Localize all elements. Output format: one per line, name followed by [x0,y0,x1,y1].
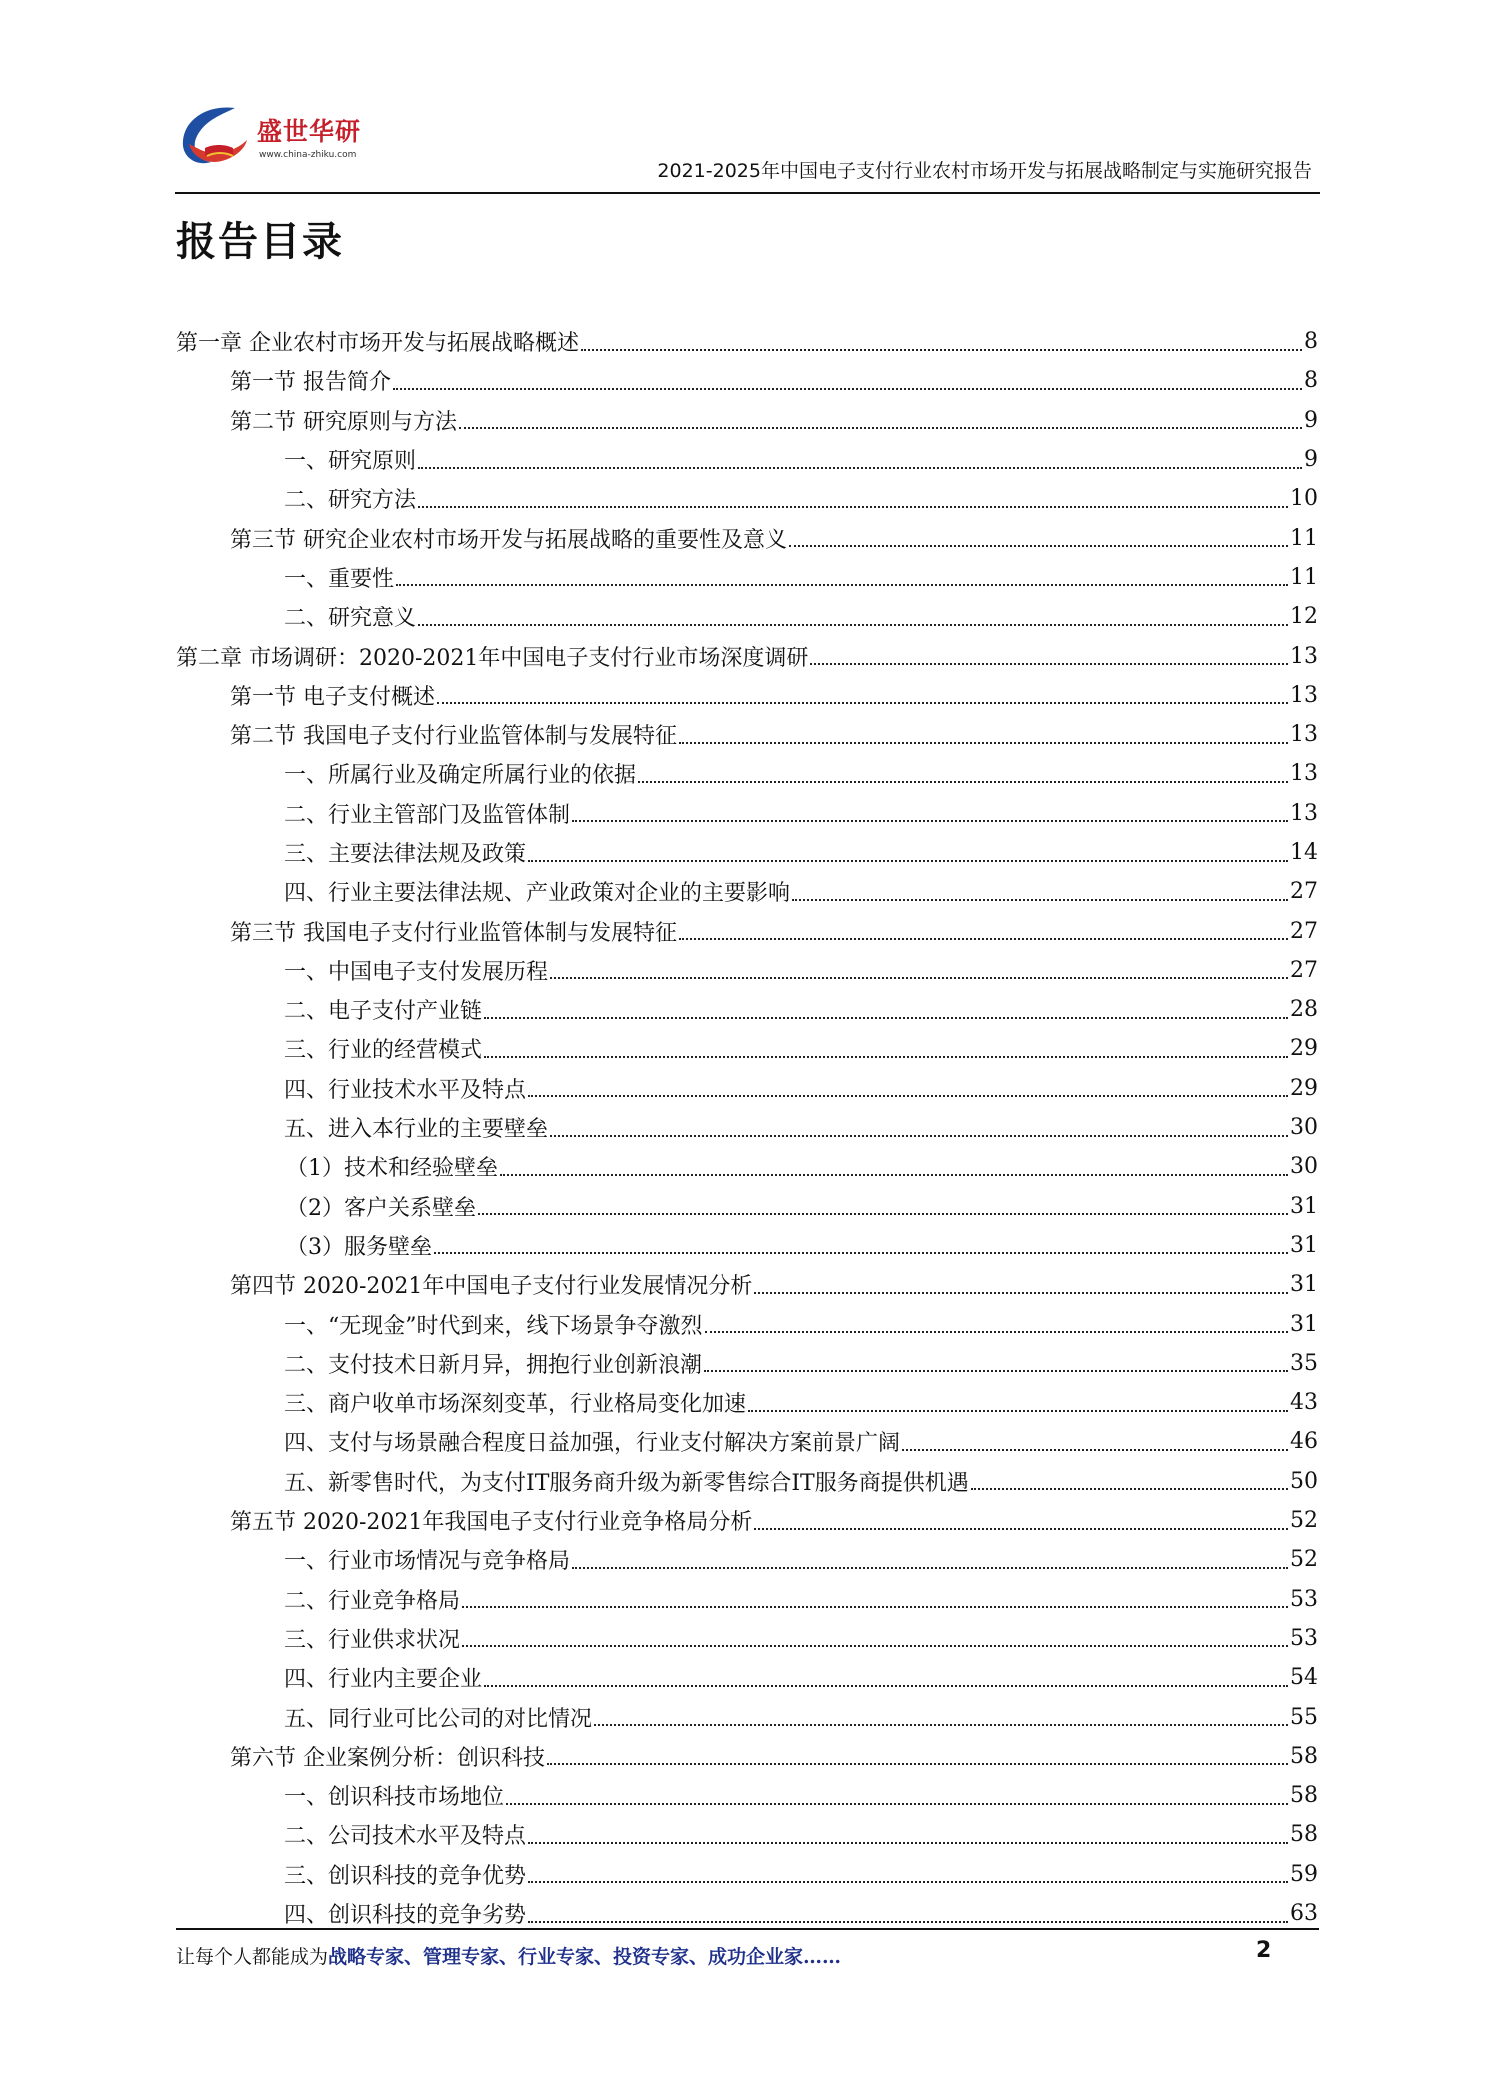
toc-entry-title: 四、创识科技的竞争劣势 [284,1903,527,1929]
toc-entry[interactable] [176,1304,1318,1343]
toc-entry-page: 27 [1290,879,1318,905]
toc-entry-title: 一、创识科技市场地位 [284,1785,505,1811]
toc-entry-page: 8 [1304,329,1318,355]
slogan-prefix: 让每个人都能成为 [176,1946,329,1968]
toc-entry-title: 第三节 研究企业农村市场开发与拓展战略的重要性及意义 [230,527,787,553]
toc-entry-page: 54 [1290,1665,1318,1691]
toc-entry-title: 第五节 2020-2021年我国电子支付行业竞争格局分析 [230,1510,753,1536]
toc-entry[interactable] [176,1658,1318,1697]
toc-entry-page: 31 [1290,1272,1318,1298]
toc-leader-dots [754,1292,1288,1294]
page-title: 报告目录 [176,219,344,265]
footer-slogan [176,1942,841,1969]
toc-entry-title: 第四节 2020-2021年中国电子支付行业发展情况分析 [230,1274,753,1300]
toc-entry[interactable] [176,676,1318,715]
toc-leader-dots [528,1921,1288,1923]
toc-entry-page: 8 [1304,368,1318,394]
toc-leader-dots [462,1645,1288,1647]
toc-entry-title: 第三节 我国电子支付行业监管体制与发展特征 [230,920,677,946]
toc-leader-dots [484,1017,1288,1019]
toc-entry-title: 二、行业主管部门及监管体制 [284,802,571,828]
toc-leader-dots [528,1842,1288,1844]
toc-leader-dots [679,938,1288,940]
toc-entry[interactable] [176,715,1318,754]
toc-entry[interactable] [176,1383,1318,1422]
toc-entry-title: 第二节 我国电子支付行业监管体制与发展特征 [230,724,677,750]
toc-entry[interactable] [176,754,1318,793]
toc-leader-dots [705,1331,1289,1333]
page-header [175,100,1320,196]
toc-entry[interactable] [176,361,1318,400]
toc-entry-page: 63 [1290,1901,1318,1927]
toc-entry-title: 五、新零售时代，为支付IT服务商升级为新零售综合IT服务商提供机遇 [284,1470,969,1496]
toc-entry-page: 50 [1290,1468,1318,1494]
toc-entry-title: 二、电子支付产业链 [284,999,483,1025]
toc-entry-page: 11 [1290,564,1318,590]
toc-entry-page: 29 [1290,1036,1318,1062]
toc-entry-title: 第二章 市场调研：2020-2021年中国电子支付行业市场深度调研 [176,645,809,671]
toc-leader-dots [638,781,1288,783]
toc-entry-page: 58 [1290,1783,1318,1809]
toc-entry-page: 13 [1290,643,1318,669]
toc-leader-dots [418,506,1288,508]
toc-leader-dots [594,1724,1288,1726]
toc-leader-dots [810,663,1288,665]
toc-entry[interactable] [176,1737,1318,1776]
table-of-contents [176,322,1318,1933]
toc-entry-title: 一、所属行业及确定所属行业的依据 [284,763,637,789]
toc-entry[interactable] [176,794,1318,833]
toc-entry[interactable] [176,322,1318,361]
toc-leader-dots [418,467,1302,469]
toc-entry[interactable] [176,1147,1318,1186]
toc-entry-page: 9 [1304,407,1318,433]
toc-entry-page: 13 [1290,761,1318,787]
toc-entry-title: 二、公司技术水平及特点 [284,1824,527,1850]
toc-entry[interactable] [176,1540,1318,1579]
toc-leader-dots [789,545,1288,547]
toc-entry-page: 31 [1290,1232,1318,1258]
toc-leader-dots [478,1213,1288,1215]
toc-leader-dots [437,702,1288,704]
toc-leader-dots [971,1488,1288,1490]
toc-entry-page: 46 [1290,1429,1318,1455]
toc-leader-dots [547,1763,1288,1765]
toc-entry-title: 三、行业供求状况 [284,1627,461,1653]
toc-entry[interactable] [176,1855,1318,1894]
toc-entry-title: 二、支付技术日新月异，拥抱行业创新浪潮 [284,1352,703,1378]
toc-entry-page: 13 [1290,682,1318,708]
toc-entry[interactable] [176,833,1318,872]
toc-entry[interactable] [176,558,1318,597]
toc-entry-title: （1）技术和经验壁垒 [286,1156,498,1182]
toc-entry-page: 52 [1290,1547,1318,1573]
toc-entry[interactable] [176,872,1318,911]
toc-entry-page: 13 [1290,722,1318,748]
toc-entry-title: 四、行业内主要企业 [284,1667,483,1693]
toc-entry[interactable] [176,1422,1318,1461]
toc-entry[interactable] [176,518,1318,557]
toc-entry-title: 五、同行业可比公司的对比情况 [284,1706,593,1732]
toc-leader-dots [704,1370,1288,1372]
toc-entry-page: 30 [1290,1115,1318,1141]
toc-entry[interactable] [176,401,1318,440]
toc-entry[interactable] [176,990,1318,1029]
toc-entry-title: 第六节 企业案例分析：创识科技 [230,1745,545,1771]
toc-entry-page: 27 [1290,918,1318,944]
toc-entry-title: （3）服务壁垒 [286,1234,432,1260]
toc-leader-dots [528,1095,1288,1097]
toc-leader-dots [679,742,1288,744]
toc-entry-title: 三、行业的经营模式 [284,1038,483,1064]
toc-leader-dots [572,1567,1288,1569]
toc-entry[interactable] [176,479,1318,518]
toc-leader-dots [396,584,1288,586]
toc-leader-dots [572,820,1288,822]
toc-leader-dots [550,977,1288,979]
toc-leader-dots [902,1449,1288,1451]
toc-entry[interactable] [176,1619,1318,1658]
toc-entry-page: 28 [1290,997,1318,1023]
toc-leader-dots [581,349,1302,351]
toc-entry[interactable] [176,636,1318,675]
toc-leader-dots [528,1881,1288,1883]
toc-entry-page: 14 [1290,840,1318,865]
toc-entry-title: 第一章 企业农村市场开发与拓展战略概述 [176,331,579,357]
toc-entry-page: 43 [1290,1390,1318,1416]
toc-leader-dots [393,388,1302,390]
toc-entry-title: 一、“无现金”时代到来，线下场景争夺激烈 [284,1313,703,1339]
toc-entry-page: 11 [1290,525,1318,551]
toc-entry-page: 31 [1290,1311,1318,1337]
toc-entry[interactable] [176,951,1318,990]
toc-entry-title: 二、研究意义 [284,606,417,632]
toc-leader-dots [434,1252,1288,1254]
toc-entry-title: 一、中国电子支付发展历程 [284,959,549,985]
toc-entry-page: 53 [1290,1625,1318,1651]
toc-entry-title: 二、研究方法 [284,488,417,514]
toc-entry-title: 四、支付与场景融合程度日益加强，行业支付解决方案前景广阔 [284,1431,901,1457]
page-number: 2 [1256,1938,1272,1963]
toc-entry-title: 五、进入本行业的主要壁垒 [284,1117,549,1143]
toc-entry-page: 12 [1290,604,1318,630]
toc-entry-title: 第一节 报告简介 [230,370,391,396]
toc-entry[interactable] [176,1344,1318,1383]
toc-leader-dots [418,624,1288,626]
toc-entry[interactable] [176,1069,1318,1108]
toc-entry-page: 30 [1290,1154,1318,1180]
toc-leader-dots [754,1528,1288,1530]
toc-leader-dots [484,1685,1288,1687]
toc-entry[interactable] [176,1501,1318,1540]
toc-entry[interactable] [176,1697,1318,1736]
toc-entry-title: 三、主要法律法规及政策 [284,842,527,867]
toc-entry-title: （2）客户关系壁垒 [286,1195,476,1221]
toc-entry-page: 58 [1290,1822,1318,1848]
logo-text: 盛世华研 [257,117,362,146]
company-logo [175,100,395,180]
toc-entry-title: 三、商户收单市场深刻变革，行业格局变化加速 [284,1392,747,1418]
toc-leader-dots [462,1606,1288,1608]
toc-entry-page: 10 [1290,486,1318,512]
toc-entry-title: 第二节 研究原则与方法 [230,409,457,435]
toc-entry-page: 53 [1290,1586,1318,1612]
header-divider [175,192,1320,194]
toc-leader-dots [748,1410,1288,1412]
toc-entry[interactable] [176,1226,1318,1265]
toc-entry-page: 58 [1290,1743,1318,1769]
toc-entry-page: 52 [1290,1508,1318,1534]
toc-entry[interactable] [176,1462,1318,1501]
toc-leader-dots [792,899,1288,901]
toc-entry-page: 55 [1290,1704,1318,1730]
report-title: 2021-2025年中国电子支付行业农村市场开发与拓展战略制定与实施研究报告 [657,160,1312,182]
toc-entry-title: 一、重要性 [284,566,395,592]
toc-leader-dots [506,1803,1288,1805]
toc-entry[interactable] [176,1108,1318,1147]
toc-leader-dots [528,860,1288,862]
toc-entry-title: 三、创识科技的竞争优势 [284,1863,527,1889]
slogan-emphasis: 战略专家、管理专家、行业专家、投资专家、成功企业家…… [328,1946,842,1968]
toc-leader-dots [550,1135,1288,1137]
toc-leader-dots [484,1056,1288,1058]
toc-entry-title: 一、研究原则 [284,449,417,475]
footer-divider [176,1928,1319,1930]
toc-entry-page: 35 [1290,1350,1318,1376]
toc-entry[interactable] [176,1776,1318,1815]
toc-entry-title: 第一节 电子支付概述 [230,684,435,710]
logo-url: www.china-zhiku.com [259,150,357,160]
toc-entry-page: 31 [1290,1193,1318,1219]
toc-entry-page: 59 [1290,1861,1318,1887]
toc-entry-page: 9 [1304,447,1318,473]
toc-entry-title: 一、行业市场情况与竞争格局 [284,1549,571,1575]
logo-swirl-icon [175,100,255,180]
toc-leader-dots [459,427,1302,429]
toc-entry[interactable] [176,1815,1318,1854]
toc-entry[interactable] [176,1187,1318,1226]
toc-entry-title: 二、行业竞争格局 [284,1588,461,1614]
toc-entry[interactable] [176,911,1318,950]
toc-entry[interactable] [176,1580,1318,1619]
toc-entry-page: 27 [1290,957,1318,983]
toc-leader-dots [500,1174,1288,1176]
toc-entry-title: 四、行业主要法律法规、产业政策对企业的主要影响 [284,881,791,907]
toc-entry[interactable] [176,597,1318,636]
toc-entry[interactable] [176,440,1318,479]
toc-entry[interactable] [176,1265,1318,1304]
toc-entry-page: 13 [1290,800,1318,826]
toc-entry[interactable] [176,1029,1318,1068]
toc-entry-page: 29 [1290,1075,1318,1101]
toc-entry-title: 四、行业技术水平及特点 [284,1077,527,1103]
